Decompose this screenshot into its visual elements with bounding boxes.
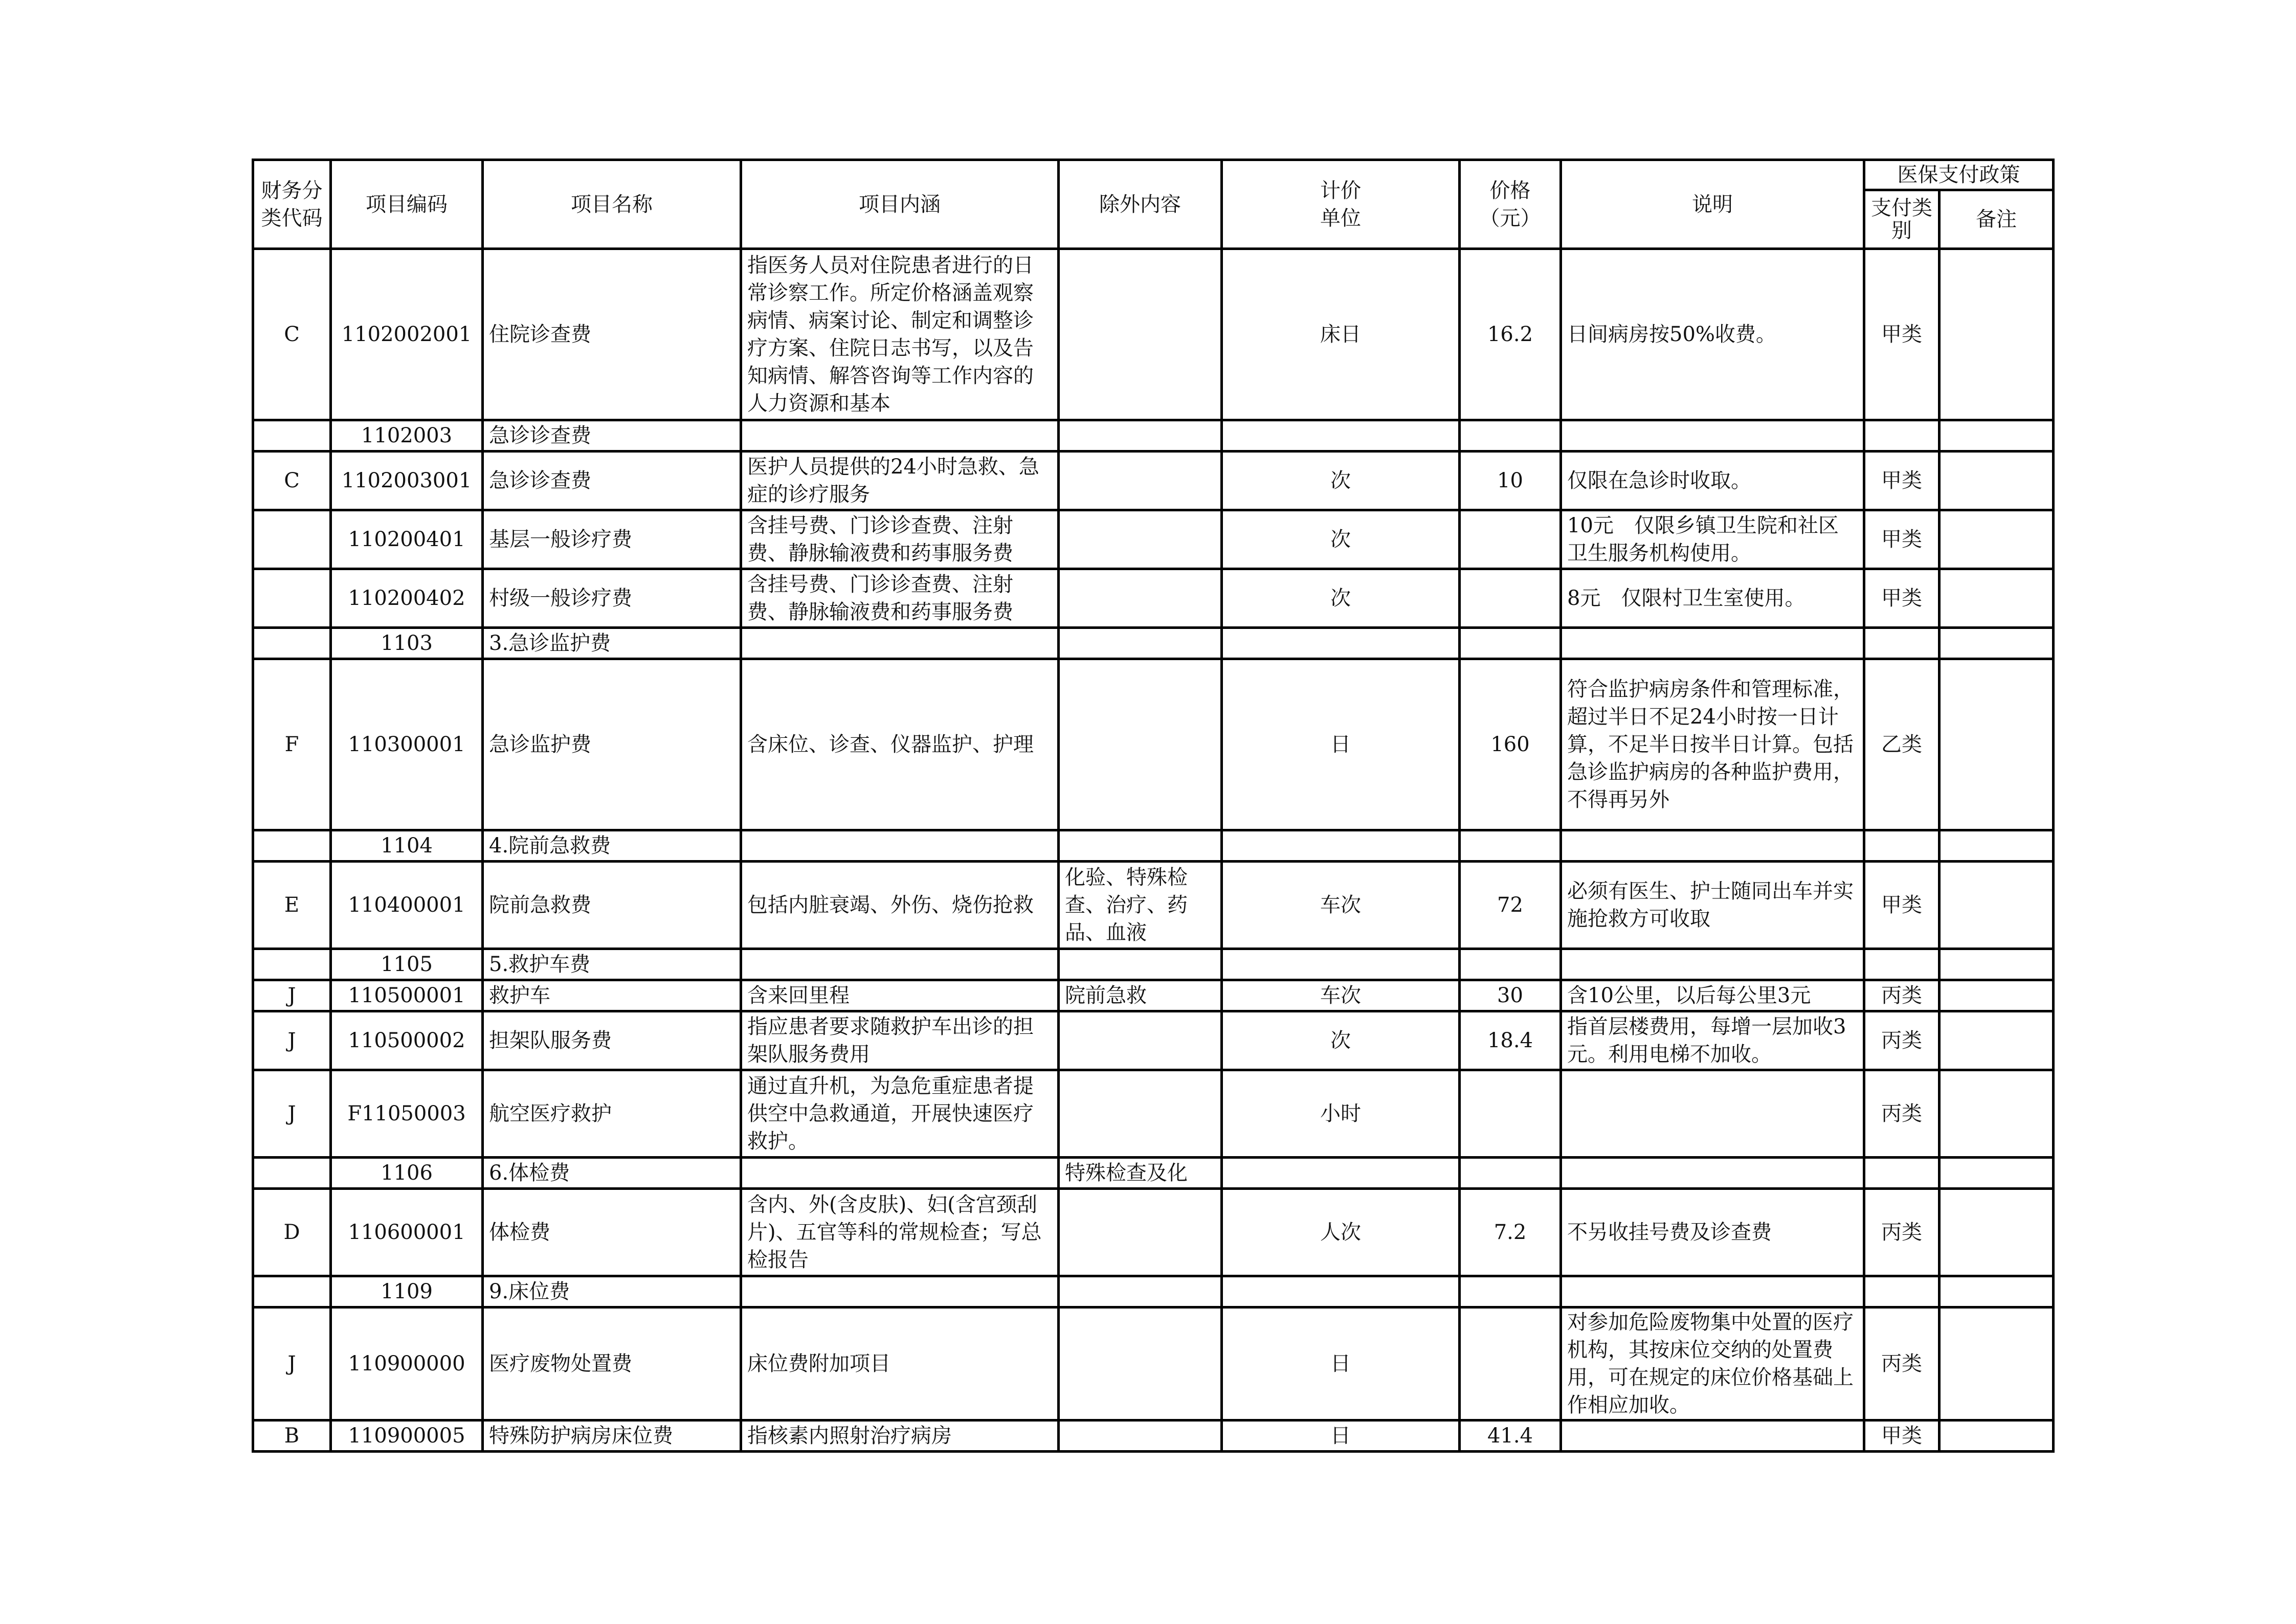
cell-price [1460, 1276, 1561, 1307]
cell-item-name: 担架队服务费 [483, 1011, 741, 1070]
cell-unit [1222, 420, 1460, 452]
cell-content: 指应患者要求随救护车出诊的担架队服务费用 [741, 1011, 1059, 1070]
header-cat-code: 财务分类代码 [253, 160, 331, 249]
cell-item-name: 急诊诊查费 [483, 420, 741, 452]
cell-remark [1940, 249, 2054, 420]
cell-item-name: 住院诊查费 [483, 249, 741, 420]
cell-exclusions [1059, 949, 1222, 980]
cell-remark [1940, 830, 2054, 862]
cell-price [1460, 510, 1561, 569]
table-row [253, 862, 2054, 949]
cell-content: 含来回里程 [741, 980, 1059, 1011]
cell-content [741, 830, 1059, 862]
cell-item-code: 1102002001 [331, 249, 483, 420]
cell-exclusions [1059, 830, 1222, 862]
cell-item-name: 村级一般诊疗费 [483, 569, 741, 628]
cell-note: 对参加危险废物集中处置的医疗机构，其按床位交纳的处置费用，可在规定的床位价格基础上作相应加收。 [1561, 1307, 1864, 1420]
cell-exclusions: 院前急救 [1059, 980, 1222, 1011]
cell-pay-category [1864, 1276, 1940, 1307]
cell-price [1460, 830, 1561, 862]
cell-cat-code [253, 420, 331, 452]
cell-remark [1940, 510, 2054, 569]
cell-content [741, 1276, 1059, 1307]
cell-item-code: 110600001 [331, 1189, 483, 1276]
cell-pay-category [1864, 949, 1940, 980]
cell-content: 含内、外(含皮肤)、妇(含宫颈刮片)、五官等科的常规检查；写总检报告 [741, 1189, 1059, 1276]
cell-item-code: 110900005 [331, 1420, 483, 1452]
cell-unit [1222, 1158, 1460, 1189]
cell-exclusions [1059, 1276, 1222, 1307]
cell-item-code: 1102003 [331, 420, 483, 452]
cell-exclusions: 化验、特殊检查、治疗、药品、血液 [1059, 862, 1222, 949]
cell-remark [1940, 1011, 2054, 1070]
cell-cat-code [253, 1276, 331, 1307]
cell-price [1460, 420, 1561, 452]
cell-pay-category: 甲类 [1864, 862, 1940, 949]
cell-cat-code: D [253, 1189, 331, 1276]
header-exclusions: 除外内容 [1059, 160, 1222, 249]
cell-unit: 次 [1222, 510, 1460, 569]
cell-item-code: 1109 [331, 1276, 483, 1307]
cell-item-code: 1106 [331, 1158, 483, 1189]
cell-unit: 次 [1222, 569, 1460, 628]
cell-note [1561, 1070, 1864, 1158]
cell-price: 72 [1460, 862, 1561, 949]
table-row [253, 1070, 2054, 1158]
table-row [253, 628, 2054, 659]
cell-content: 医护人员提供的24小时急救、急症的诊疗服务 [741, 452, 1059, 510]
header-price: 价格（元） [1460, 160, 1561, 249]
cell-content: 含挂号费、门诊诊查费、注射费、静脉输液费和药事服务费 [741, 510, 1059, 569]
cell-cat-code: E [253, 862, 331, 949]
cell-item-name: 救护车 [483, 980, 741, 1011]
cell-item-name: 急诊监护费 [483, 659, 741, 830]
cell-pay-category: 丙类 [1864, 1011, 1940, 1070]
cell-item-name: 特殊防护病房床位费 [483, 1420, 741, 1452]
cell-exclusions [1059, 452, 1222, 510]
table-row [253, 510, 2054, 569]
cell-remark [1940, 1158, 2054, 1189]
table-row [253, 452, 2054, 510]
cell-item-name: 体检费 [483, 1189, 741, 1276]
cell-pay-category [1864, 830, 1940, 862]
cell-note [1561, 830, 1864, 862]
cell-pay-category: 丙类 [1864, 1307, 1940, 1420]
cell-exclusions [1059, 628, 1222, 659]
cell-item-name: 6.体检费 [483, 1158, 741, 1189]
cell-note: 10元 仅限乡镇卫生院和社区卫生服务机构使用。 [1561, 510, 1864, 569]
cell-note: 8元 仅限村卫生室使用。 [1561, 569, 1864, 628]
cell-unit: 车次 [1222, 980, 1460, 1011]
cell-pay-category: 甲类 [1864, 452, 1940, 510]
cell-item-code: 110200402 [331, 569, 483, 628]
cell-item-code: 1104 [331, 830, 483, 862]
table-row [253, 949, 2054, 980]
cell-note [1561, 628, 1864, 659]
cell-cat-code: F [253, 659, 331, 830]
table-row [253, 1011, 2054, 1070]
table-row [253, 1276, 2054, 1307]
table-row [253, 980, 2054, 1011]
cell-remark [1940, 1420, 2054, 1452]
cell-exclusions [1059, 1011, 1222, 1070]
cell-note: 含10公里，以后每公里3元 [1561, 980, 1864, 1011]
cell-unit: 小时 [1222, 1070, 1460, 1158]
cell-price: 18.4 [1460, 1011, 1561, 1070]
cell-cat-code [253, 569, 331, 628]
cell-cat-code [253, 628, 331, 659]
cell-content: 床位费附加项目 [741, 1307, 1059, 1420]
cell-unit [1222, 949, 1460, 980]
cell-content: 含床位、诊查、仪器监护、护理 [741, 659, 1059, 830]
cell-pay-category: 丙类 [1864, 980, 1940, 1011]
table-row [253, 1158, 2054, 1189]
table-row [253, 569, 2054, 628]
cell-cat-code: J [253, 1070, 331, 1158]
cell-item-name: 3.急诊监护费 [483, 628, 741, 659]
cell-pay-category: 乙类 [1864, 659, 1940, 830]
header-note: 说明 [1561, 160, 1864, 249]
cell-remark [1940, 452, 2054, 510]
cell-cat-code: J [253, 980, 331, 1011]
cell-item-name: 5.救护车费 [483, 949, 741, 980]
cell-content: 指医务人员对住院患者进行的日常诊察工作。所定价格涵盖观察病情、病案讨论、制定和调整诊疗方案、住院日志书写，以及告知病情、解答咨询等工作内容的人力资源和基本 [741, 249, 1059, 420]
cell-item-code: 110200401 [331, 510, 483, 569]
cell-remark [1940, 1307, 2054, 1420]
cell-exclusions [1059, 1420, 1222, 1452]
cell-remark [1940, 1070, 2054, 1158]
cell-note: 必须有医生、护士随同出车并实施抢救方可收取 [1561, 862, 1864, 949]
cell-cat-code: B [253, 1420, 331, 1452]
cell-unit: 车次 [1222, 862, 1460, 949]
cell-unit: 床日 [1222, 249, 1460, 420]
cell-remark [1940, 659, 2054, 830]
cell-item-name: 9.床位费 [483, 1276, 741, 1307]
cell-exclusions [1059, 1189, 1222, 1276]
cell-remark [1940, 420, 2054, 452]
cell-unit: 日 [1222, 1307, 1460, 1420]
cell-remark [1940, 949, 2054, 980]
cell-unit [1222, 628, 1460, 659]
cell-price: 30 [1460, 980, 1561, 1011]
cell-pay-category: 丙类 [1864, 1189, 1940, 1276]
cell-item-code: 1102003001 [331, 452, 483, 510]
cell-exclusions [1059, 510, 1222, 569]
cell-cat-code [253, 830, 331, 862]
cell-content: 通过直升机，为急危重症患者提供空中急救通道，开展快速医疗救护。 [741, 1070, 1059, 1158]
cell-unit: 次 [1222, 1011, 1460, 1070]
cell-cat-code: C [253, 249, 331, 420]
header-unit: 计价单位 [1222, 160, 1460, 249]
cell-unit: 日 [1222, 1420, 1460, 1452]
cell-exclusions: 特殊检查及化 [1059, 1158, 1222, 1189]
cell-pay-category: 丙类 [1864, 1070, 1940, 1158]
cell-item-code: F11050003 [331, 1070, 483, 1158]
cell-exclusions [1059, 1070, 1222, 1158]
cell-item-code: 110900000 [331, 1307, 483, 1420]
table-row [253, 1189, 2054, 1276]
cell-remark [1940, 862, 2054, 949]
cell-price [1460, 949, 1561, 980]
header-item-name: 项目名称 [483, 160, 741, 249]
cell-note [1561, 1420, 1864, 1452]
cell-price [1460, 628, 1561, 659]
cell-content [741, 949, 1059, 980]
cell-item-code: 110300001 [331, 659, 483, 830]
header-insurance-group: 医保支付政策 [1864, 160, 2054, 190]
cell-pay-category [1864, 628, 1940, 659]
cell-item-code: 1103 [331, 628, 483, 659]
cell-item-code: 110500002 [331, 1011, 483, 1070]
cell-exclusions [1059, 249, 1222, 420]
cell-unit: 次 [1222, 452, 1460, 510]
cell-content [741, 1158, 1059, 1189]
cell-price [1460, 1070, 1561, 1158]
header-pay-category: 支付类别 [1864, 190, 1940, 249]
cell-exclusions [1059, 420, 1222, 452]
cell-unit: 人次 [1222, 1189, 1460, 1276]
cell-pay-category: 甲类 [1864, 1420, 1940, 1452]
cell-note [1561, 1276, 1864, 1307]
cell-item-name: 院前急救费 [483, 862, 741, 949]
cell-remark [1940, 1276, 2054, 1307]
cell-exclusions [1059, 659, 1222, 830]
cell-note: 指首层楼费用，每增一层加收3元。利用电梯不加收。 [1561, 1011, 1864, 1070]
cell-unit [1222, 830, 1460, 862]
cell-price: 41.4 [1460, 1420, 1561, 1452]
table-row [253, 420, 2054, 452]
cell-unit [1222, 1276, 1460, 1307]
cell-price: 7.2 [1460, 1189, 1561, 1276]
cell-item-code: 110500001 [331, 980, 483, 1011]
table-row [253, 1420, 2054, 1452]
cell-remark [1940, 569, 2054, 628]
cell-cat-code: J [253, 1307, 331, 1420]
cell-pay-category [1864, 420, 1940, 452]
cell-cat-code [253, 1158, 331, 1189]
cell-cat-code [253, 510, 331, 569]
cell-price [1460, 1158, 1561, 1189]
cell-item-name: 基层一般诊疗费 [483, 510, 741, 569]
cell-price [1460, 569, 1561, 628]
cell-item-name: 医疗废物处置费 [483, 1307, 741, 1420]
cell-item-code: 110400001 [331, 862, 483, 949]
table-row [253, 249, 2054, 420]
table-body [253, 249, 2054, 1452]
table-row [253, 830, 2054, 862]
cell-exclusions [1059, 1307, 1222, 1420]
cell-cat-code: J [253, 1011, 331, 1070]
header-remark: 备注 [1940, 190, 2054, 249]
table-row [253, 659, 2054, 830]
cell-pay-category [1864, 1158, 1940, 1189]
cell-item-name: 急诊诊查费 [483, 452, 741, 510]
cell-pay-category: 甲类 [1864, 249, 1940, 420]
cell-unit: 日 [1222, 659, 1460, 830]
header-item-code: 项目编码 [331, 160, 483, 249]
cell-item-name: 航空医疗救护 [483, 1070, 741, 1158]
cell-note [1561, 420, 1864, 452]
cell-price [1460, 1307, 1561, 1420]
cell-remark [1940, 1189, 2054, 1276]
cell-pay-category: 甲类 [1864, 569, 1940, 628]
cell-cat-code: C [253, 452, 331, 510]
cell-item-name: 4.院前急救费 [483, 830, 741, 862]
cell-note: 日间病房按50%收费。 [1561, 249, 1864, 420]
cell-remark [1940, 628, 2054, 659]
cell-pay-category: 甲类 [1864, 510, 1940, 569]
cell-price: 10 [1460, 452, 1561, 510]
cell-note [1561, 949, 1864, 980]
cell-item-code: 1105 [331, 949, 483, 980]
fee-schedule-table [252, 159, 2055, 1453]
cell-content: 含挂号费、门诊诊查费、注射费、静脉输液费和药事服务费 [741, 569, 1059, 628]
cell-content [741, 628, 1059, 659]
table-row [253, 1307, 2054, 1420]
cell-remark [1940, 980, 2054, 1011]
cell-content: 指核素内照射治疗病房 [741, 1420, 1059, 1452]
cell-note [1561, 1158, 1864, 1189]
header-content: 项目内涵 [741, 160, 1059, 249]
cell-note: 不另收挂号费及诊查费 [1561, 1189, 1864, 1276]
cell-content [741, 420, 1059, 452]
cell-exclusions [1059, 569, 1222, 628]
cell-price: 16.2 [1460, 249, 1561, 420]
cell-cat-code [253, 949, 331, 980]
cell-price: 160 [1460, 659, 1561, 830]
cell-note: 仅限在急诊时收取。 [1561, 452, 1864, 510]
cell-content: 包括内脏衰竭、外伤、烧伤抢救 [741, 862, 1059, 949]
cell-note: 符合监护病房条件和管理标准，超过半日不足24小时按一日计算，不足半日按半日计算。包括急诊监护病房的各种监护费用，不得再另外 [1561, 659, 1864, 830]
